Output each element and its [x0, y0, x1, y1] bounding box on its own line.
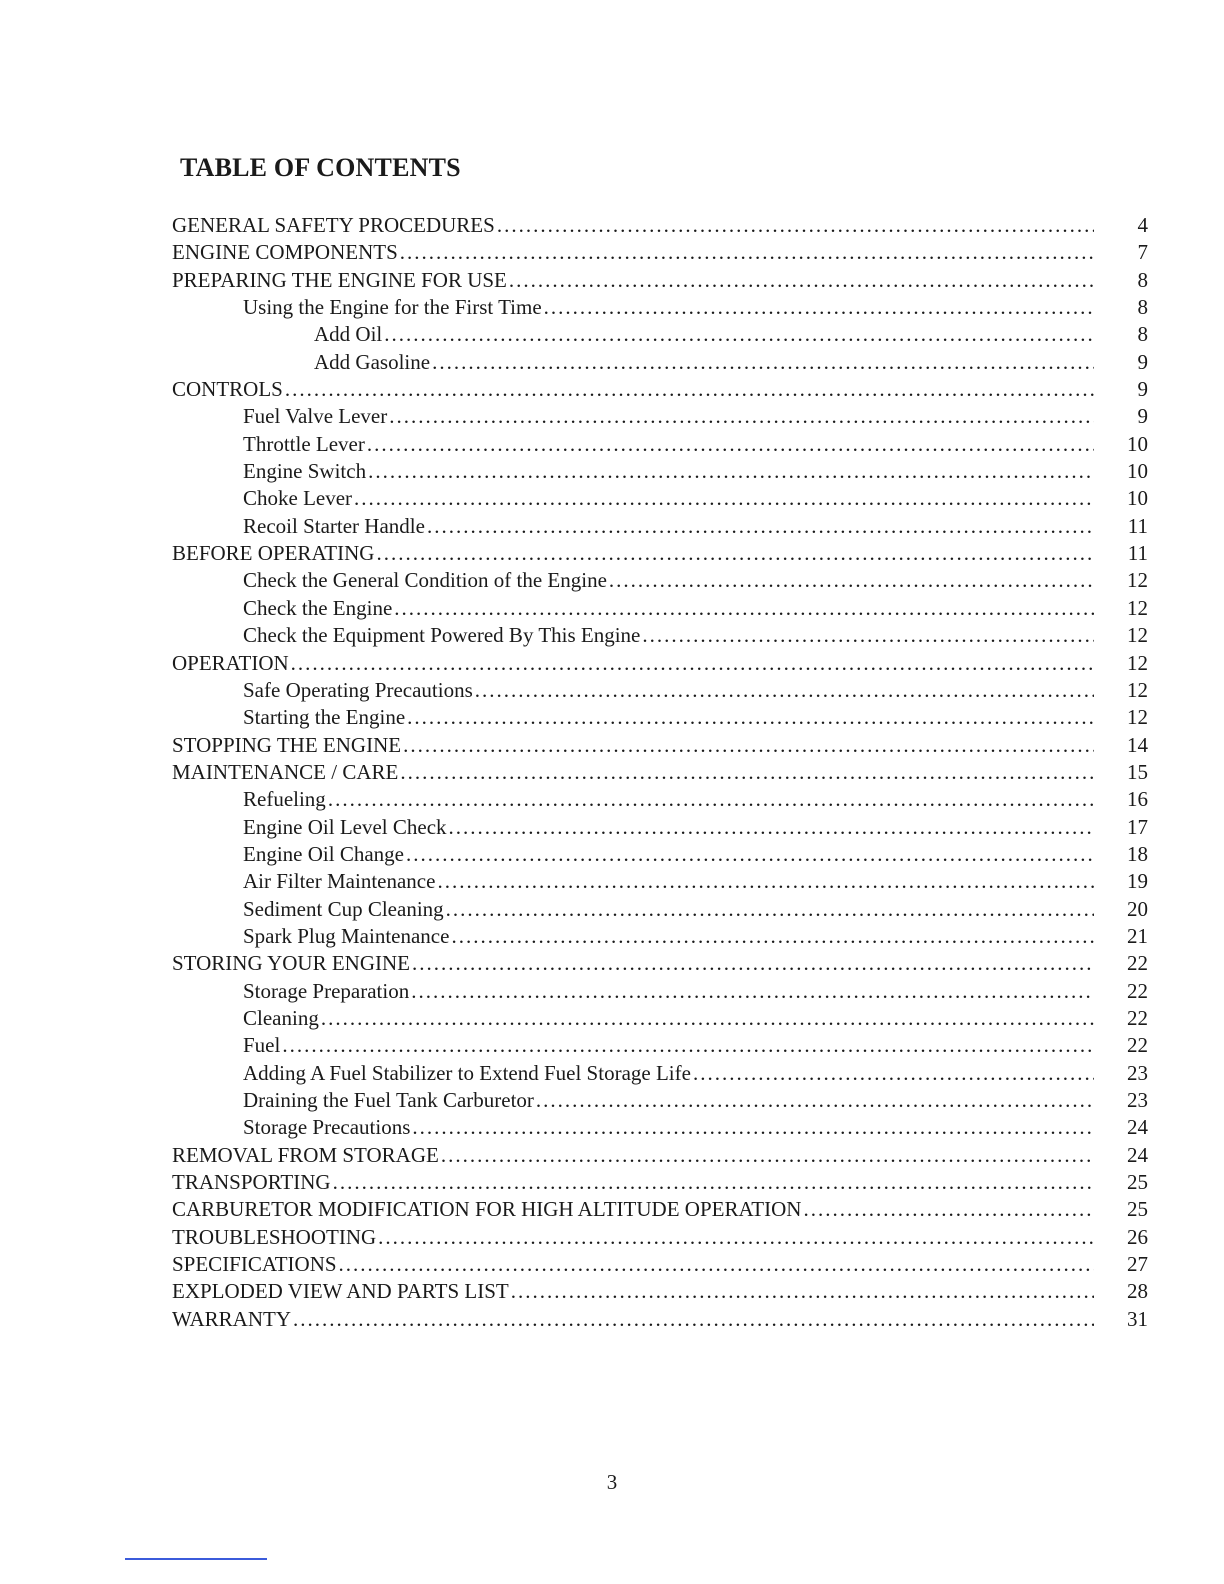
toc-entry-page: 4	[1137, 213, 1148, 237]
toc-entry[interactable]	[172, 1278, 1152, 1305]
toc-entry[interactable]	[172, 513, 1152, 540]
toc-entry-label: STOPPING THE ENGINE	[172, 732, 402, 757]
toc-entry[interactable]	[172, 431, 1152, 458]
toc-entry-label: Engine Switch	[243, 459, 367, 484]
page-title: TABLE OF CONTENTS	[180, 153, 461, 182]
toc-entry-label: STORING YOUR ENGINE	[172, 951, 410, 976]
toc-entry[interactable]	[172, 896, 1152, 923]
toc-entry-label: SPECIFICATIONS	[172, 1252, 337, 1277]
toc-dot-leader	[509, 267, 1094, 294]
toc-entry-label: Refueling	[243, 787, 326, 812]
toc-entry-page: 12	[1127, 568, 1148, 593]
toc-entry[interactable]	[172, 950, 1152, 977]
toc-entry-label: REMOVAL FROM STORAGE	[172, 1142, 439, 1167]
toc-entry-page: 24	[1127, 1142, 1148, 1167]
toc-entry[interactable]	[172, 1251, 1152, 1278]
toc-entry[interactable]	[172, 786, 1152, 813]
toc-entry-label: Starting the Engine	[243, 705, 406, 730]
toc-dot-leader	[609, 567, 1094, 594]
toc-entry-label: ENGINE COMPONENTS	[172, 240, 398, 265]
toc-dot-leader	[437, 868, 1094, 895]
toc-entry-label: MAINTENANCE / CARE	[172, 759, 399, 784]
toc-entry-page: 11	[1127, 541, 1148, 566]
toc-entry-page: 23	[1127, 1060, 1148, 1085]
toc-entry[interactable]	[172, 567, 1152, 594]
toc-entry-label: Add Oil	[314, 322, 383, 347]
toc-entry-page: 23	[1127, 1088, 1148, 1112]
toc-entry[interactable]	[172, 978, 1152, 1005]
toc-entry-label: PREPARING THE ENGINE FOR USE	[172, 267, 507, 292]
toc-entry-label: Safe Operating Precautions	[243, 677, 473, 702]
toc-entry-label: Fuel Valve Lever	[243, 404, 388, 429]
toc-entry-label: Draining the Fuel Tank Carburetor	[243, 1088, 534, 1112]
toc-entry-page: 18	[1127, 841, 1148, 866]
toc-dot-leader	[293, 1306, 1094, 1333]
toc-entry-label: Spark Plug Maintenance	[243, 923, 450, 948]
toc-entry-page: 8	[1137, 295, 1148, 320]
toc-entry-page: 12	[1127, 595, 1148, 620]
toc-dot-leader	[339, 1251, 1094, 1278]
toc-entry-page: 22	[1127, 978, 1148, 1003]
toc-dot-leader	[333, 1169, 1094, 1196]
toc-entry-label: Check the General Condition of the Engine	[243, 568, 607, 593]
toc-dot-leader	[475, 677, 1094, 704]
toc-entry-page: 22	[1127, 951, 1148, 976]
toc-entry-label: Adding A Fuel Stabilizer to Extend Fuel Storage Life	[243, 1060, 691, 1085]
toc-dot-leader	[285, 376, 1094, 403]
toc-entry-page: 19	[1127, 869, 1148, 894]
toc-entry[interactable]	[172, 595, 1152, 622]
toc-dot-leader	[412, 950, 1094, 977]
toc-dot-leader	[412, 1114, 1094, 1141]
toc-entry[interactable]	[172, 677, 1152, 704]
page-number: 3	[606, 1470, 618, 1494]
toc-entry-label: GENERAL SAFETY PROCEDURES	[172, 213, 495, 237]
toc-entry-label: Cleaning	[243, 1005, 319, 1030]
toc-entry-label: BEFORE OPERATING	[172, 541, 375, 566]
toc-entry-label: Fuel	[243, 1033, 281, 1058]
toc-entry-page: 24	[1127, 1115, 1148, 1140]
table-of-contents	[172, 212, 1152, 1333]
toc-dot-leader	[449, 814, 1094, 841]
toc-entry[interactable]	[172, 622, 1152, 649]
toc-dot-leader	[441, 1142, 1094, 1169]
toc-dot-leader	[384, 321, 1094, 348]
toc-dot-leader	[354, 485, 1094, 512]
toc-entry-label: Air Filter Maintenance	[243, 869, 436, 894]
toc-entry-page: 17	[1127, 814, 1148, 839]
toc-entry-label: CONTROLS	[172, 377, 283, 402]
toc-entry[interactable]	[172, 321, 1152, 348]
toc-entry[interactable]	[172, 732, 1152, 759]
toc-entry[interactable]	[172, 1169, 1152, 1196]
toc-entry[interactable]	[172, 1087, 1152, 1114]
toc-entry[interactable]	[172, 868, 1152, 895]
toc-entry[interactable]	[172, 1005, 1152, 1032]
toc-entry-label: Storage Precautions	[243, 1115, 411, 1140]
toc-dot-leader	[536, 1087, 1094, 1114]
toc-entry-label: WARRANTY	[172, 1306, 291, 1331]
toc-dot-leader	[411, 978, 1094, 1005]
toc-entry-page: 25	[1127, 1170, 1148, 1195]
toc-dot-leader	[400, 759, 1094, 786]
toc-dot-leader	[432, 349, 1094, 376]
toc-dot-leader	[394, 595, 1094, 622]
toc-entry-page: 26	[1127, 1224, 1148, 1249]
toc-entry-page: 10	[1127, 459, 1148, 484]
toc-entry-page: 12	[1127, 705, 1148, 730]
toc-entry[interactable]	[172, 1060, 1152, 1087]
toc-entry-page: 7	[1137, 240, 1148, 265]
toc-entry-page: 12	[1127, 650, 1148, 675]
toc-dot-leader	[642, 622, 1094, 649]
toc-dot-leader	[693, 1060, 1094, 1087]
toc-entry[interactable]	[172, 650, 1152, 677]
toc-entry[interactable]	[172, 239, 1152, 266]
toc-entry-page: 22	[1127, 1005, 1148, 1030]
toc-entry-label: TROUBLESHOOTING	[172, 1224, 377, 1249]
toc-entry-label: Choke Lever	[243, 486, 353, 511]
toc-entry[interactable]	[172, 485, 1152, 512]
toc-entry-page: 28	[1127, 1279, 1148, 1304]
toc-dot-leader	[367, 431, 1094, 458]
toc-entry-label: TRANSPORTING	[172, 1170, 331, 1195]
toc-entry-label: Recoil Starter Handle	[243, 513, 425, 538]
toc-entry[interactable]	[172, 704, 1152, 731]
toc-dot-leader	[446, 896, 1094, 923]
toc-entry-page: 12	[1127, 623, 1148, 648]
toc-dot-leader	[803, 1196, 1094, 1223]
toc-dot-leader	[544, 294, 1094, 321]
toc-dot-leader	[282, 1032, 1094, 1059]
toc-entry-page: 10	[1127, 486, 1148, 511]
toc-entry-label: Add Gasoline	[314, 349, 431, 374]
toc-dot-leader	[378, 1224, 1094, 1251]
toc-entry-page: 16	[1127, 787, 1148, 812]
toc-entry-page: 9	[1137, 349, 1148, 374]
toc-entry-label: Storage Preparation	[243, 978, 410, 1003]
toc-entry-page: 27	[1127, 1252, 1148, 1277]
toc-entry-label: Engine Oil Change	[243, 841, 404, 866]
toc-dot-leader	[291, 650, 1094, 677]
toc-dot-leader	[376, 540, 1094, 567]
toc-entry-page: 20	[1127, 896, 1148, 921]
toc-entry[interactable]	[172, 376, 1152, 403]
toc-entry[interactable]	[172, 294, 1152, 321]
toc-dot-leader	[451, 923, 1094, 950]
toc-entry[interactable]	[172, 841, 1152, 868]
toc-entry-label: Check the Engine	[243, 595, 393, 620]
footer-rule	[125, 1558, 267, 1560]
toc-entry[interactable]	[172, 759, 1152, 786]
toc-entry[interactable]	[172, 403, 1152, 430]
toc-entry-page: 8	[1137, 322, 1148, 347]
toc-entry[interactable]	[172, 1142, 1152, 1169]
toc-entry-label: Throttle Lever	[243, 431, 365, 456]
toc-dot-leader	[403, 732, 1094, 759]
toc-entry-page: 15	[1127, 759, 1148, 784]
toc-entry[interactable]	[172, 212, 1152, 239]
toc-entry-label: Check the Equipment Powered By This Engine	[243, 623, 641, 648]
toc-entry-page: 9	[1137, 404, 1148, 429]
toc-dot-leader	[427, 513, 1094, 540]
toc-entry-page: 9	[1137, 377, 1148, 402]
toc-entry[interactable]	[172, 1114, 1152, 1141]
toc-dot-leader	[368, 458, 1094, 485]
toc-entry[interactable]	[172, 1224, 1152, 1251]
toc-entry[interactable]	[172, 923, 1152, 950]
toc-entry-label: EXPLODED VIEW AND PARTS LIST	[172, 1279, 509, 1304]
toc-entry-page: 31	[1127, 1306, 1148, 1331]
toc-entry-page: 12	[1127, 677, 1148, 702]
toc-entry-page: 11	[1127, 513, 1148, 538]
toc-dot-leader	[400, 239, 1094, 266]
toc-entry-label: OPERATION	[172, 650, 289, 675]
toc-entry-page: 22	[1127, 1033, 1148, 1058]
toc-entry[interactable]	[172, 1032, 1152, 1059]
toc-entry-page: 25	[1127, 1197, 1148, 1222]
toc-entry[interactable]	[172, 814, 1152, 841]
toc-dot-leader	[321, 1005, 1094, 1032]
toc-entry[interactable]	[172, 540, 1152, 567]
toc-dot-leader	[407, 704, 1094, 731]
toc-entry-label: Using the Engine for the First Time	[243, 295, 542, 320]
toc-entry-label: CARBURETOR MODIFICATION FOR HIGH ALTITUDE OPERATION	[172, 1197, 802, 1222]
toc-entry-label: Sediment Cup Cleaning	[243, 896, 444, 921]
toc-entry-page: 21	[1127, 923, 1148, 948]
toc-entry[interactable]	[172, 349, 1152, 376]
toc-dot-leader	[511, 1278, 1094, 1305]
toc-dot-leader	[389, 403, 1094, 430]
toc-entry[interactable]	[172, 1196, 1152, 1223]
toc-entry[interactable]	[172, 1306, 1152, 1333]
toc-dot-leader	[328, 786, 1094, 813]
toc-entry-page: 8	[1137, 267, 1148, 292]
toc-entry[interactable]	[172, 458, 1152, 485]
toc-entry-page: 14	[1127, 732, 1148, 757]
toc-entry-page: 10	[1127, 431, 1148, 456]
toc-dot-leader	[497, 212, 1094, 239]
toc-entry-label: Engine Oil Level Check	[243, 814, 447, 839]
toc-entry[interactable]	[172, 267, 1152, 294]
toc-dot-leader	[406, 841, 1094, 868]
